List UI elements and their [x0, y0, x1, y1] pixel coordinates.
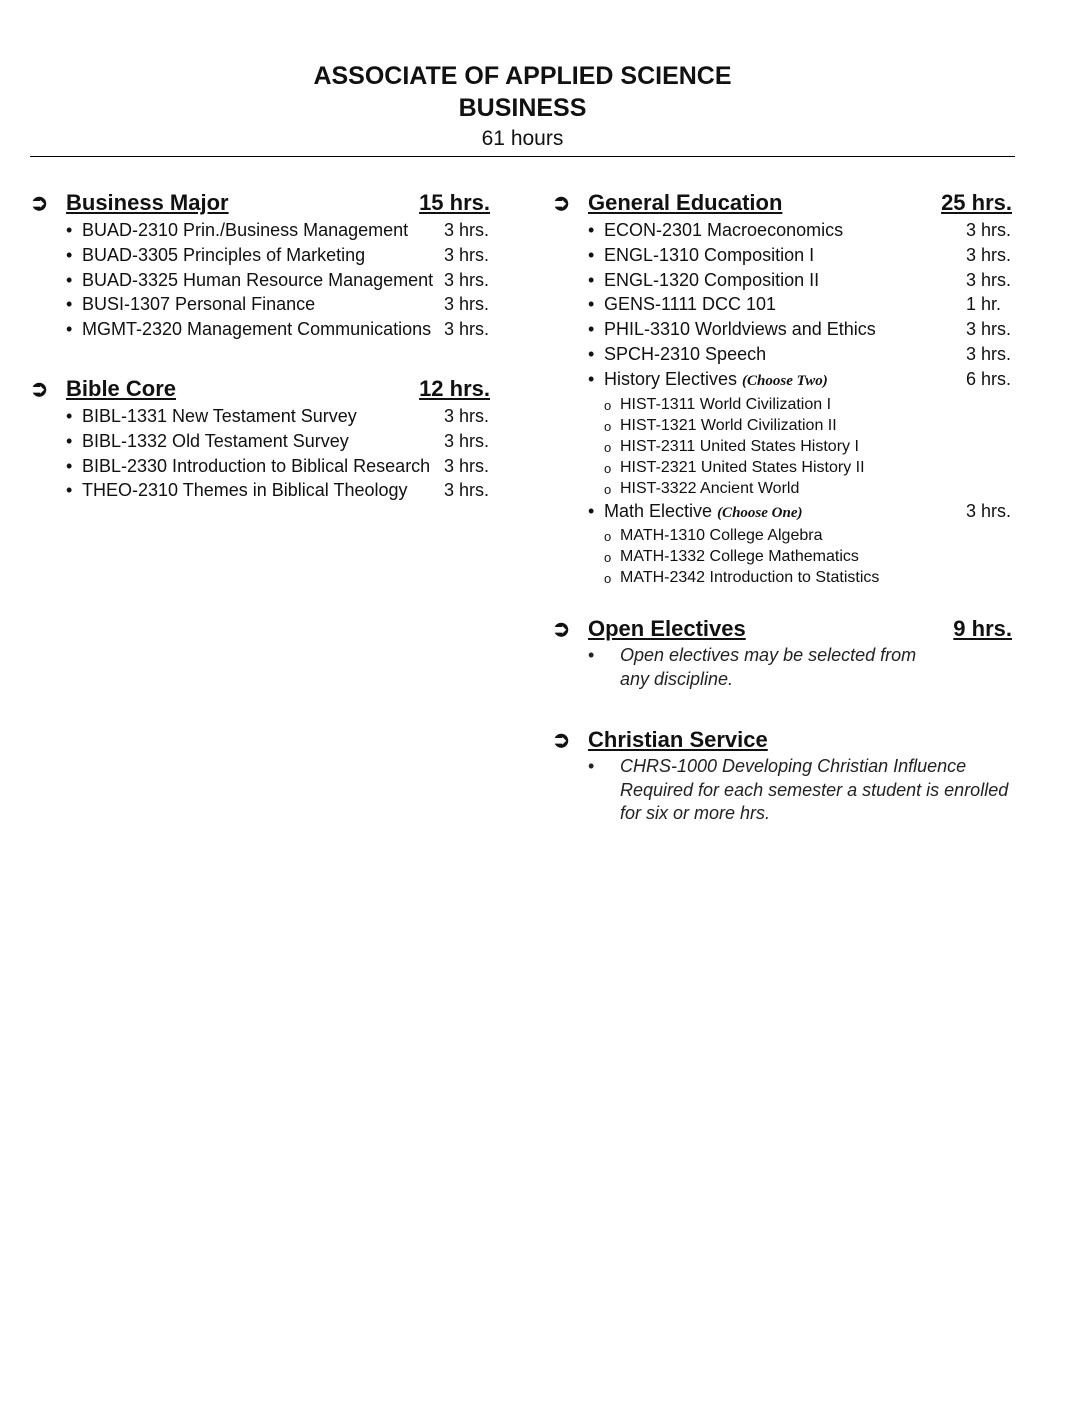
option-name: HIST-1321 World Civilization II — [620, 416, 837, 434]
course-name: BIBL-2330 Introduction to Biblical Research — [82, 455, 431, 476]
course-item — [30, 429, 490, 454]
section-title: General Education — [588, 190, 783, 215]
section-header — [30, 188, 490, 218]
bullet-icon: • — [66, 480, 73, 501]
circle-bullet-icon: o — [604, 460, 612, 476]
arrow-icon: ➲ — [552, 190, 571, 215]
course-hours: 3 hrs. — [966, 319, 1012, 340]
course-name: SPCH-2310 Speech — [604, 343, 767, 364]
bullet-icon: • — [588, 500, 595, 521]
section-hours: 15 hrs. — [419, 190, 490, 215]
elective-name: History Electives — [604, 368, 738, 389]
section-title: Business Major — [66, 190, 229, 215]
bullet-icon: • — [588, 244, 595, 265]
total-hours: 61 hours — [481, 127, 564, 150]
course-name: ECON-2301 Macroeconomics — [604, 220, 844, 240]
choose-note: (Choose Two) — [742, 372, 828, 389]
section-hours: 9 hrs. — [953, 616, 1012, 642]
section-title: Christian Service — [588, 727, 768, 753]
section-title: Bible Core — [66, 375, 177, 401]
bullet-icon: • — [588, 319, 595, 340]
course-hours: 3 hrs. — [966, 244, 1012, 265]
note-line: for six or more hrs. — [620, 803, 771, 824]
section-header — [552, 188, 1012, 218]
circle-bullet-icon: o — [604, 529, 612, 545]
section-note — [552, 644, 1012, 691]
course-hours: 3 hrs. — [966, 220, 1012, 240]
bullet-icon: • — [588, 294, 595, 315]
bullet-icon: • — [66, 294, 73, 315]
course-item — [30, 218, 490, 243]
course-hours: 3 hrs. — [444, 269, 490, 290]
math-options — [552, 525, 1012, 588]
math-elective-item — [552, 499, 1012, 526]
course-list — [30, 404, 490, 503]
course-hours: 3 hrs. — [444, 480, 490, 501]
course-item — [30, 317, 490, 342]
bullet-icon: • — [66, 220, 73, 240]
course-hours: 3 hrs. — [966, 500, 1012, 521]
course-hours: 3 hrs. — [444, 294, 490, 315]
option-item — [552, 546, 1012, 567]
elective-name: Math Elective — [604, 500, 713, 521]
option-name: HIST-1311 World Civilization I — [620, 395, 832, 413]
business-major-section — [30, 188, 490, 342]
circle-bullet-icon: o — [604, 550, 612, 566]
math-list — [552, 499, 1012, 526]
left-column — [30, 188, 490, 503]
circle-bullet-icon: o — [604, 481, 612, 497]
bullet-icon: • — [588, 220, 595, 240]
page-title: ASSOCIATE OF APPLIED SCIENCE — [313, 62, 732, 90]
course-item — [30, 478, 490, 503]
section-hours: 12 hrs. — [419, 375, 490, 401]
course-name: BUAD-2310 Prin./Business Management — [82, 220, 409, 240]
option-item — [552, 394, 1012, 415]
course-name: PHIL-3310 Worldviews and Ethics — [604, 319, 876, 340]
bullet-icon: • — [66, 319, 73, 340]
course-hours: 3 hrs. — [444, 405, 490, 426]
section-title: Open Electives — [588, 616, 746, 642]
course-name: BUAD-3305 Principles of Marketing — [82, 244, 366, 265]
option-name: MATH-1332 College Mathematics — [620, 548, 859, 566]
christian-service-section — [552, 725, 1012, 826]
course-name: BUSI-1307 Personal Finance — [82, 294, 316, 315]
bullet-icon: • — [66, 405, 73, 426]
note-line: CHRS-1000 Developing Christian Influence — [620, 756, 967, 777]
note-line: Required for each semester a student is enrolled — [620, 779, 1009, 800]
course-hours: 3 hrs. — [444, 430, 490, 451]
course-hours: 3 hrs. — [444, 220, 490, 240]
option-item — [552, 567, 1012, 588]
option-item — [552, 436, 1012, 457]
course-name: BIBL-1331 New Testament Survey — [82, 405, 357, 426]
section-header — [552, 614, 1012, 644]
course-hours: 3 hrs. — [444, 319, 490, 340]
option-name: HIST-2311 United States History I — [620, 437, 859, 455]
bullet-icon: • — [588, 368, 595, 389]
course-item — [30, 292, 490, 317]
option-item — [552, 415, 1012, 436]
course-item — [552, 317, 1012, 342]
course-hours: 3 hrs. — [444, 455, 490, 476]
course-hours: 3 hrs. — [966, 269, 1012, 290]
program-name: BUSINESS — [458, 94, 587, 122]
note-line: any discipline. — [620, 668, 734, 689]
course-item — [552, 268, 1012, 293]
course-name: THEO-2310 Themes in Biblical Theology — [82, 480, 408, 501]
circle-bullet-icon: o — [604, 397, 612, 413]
course-hours: 3 hrs. — [966, 343, 1012, 364]
course-name: BIBL-1332 Old Testament Survey — [82, 430, 349, 451]
course-hours: 6 hrs. — [966, 368, 1012, 389]
history-options — [552, 394, 1012, 499]
arrow-icon: ➲ — [30, 190, 49, 215]
course-list — [30, 218, 490, 342]
course-name: MGMT-2320 Management Communications — [82, 319, 432, 340]
course-item — [30, 243, 490, 268]
page-header — [0, 60, 1045, 154]
bullet-icon: • — [588, 343, 595, 364]
course-name: ENGL-1310 Composition I — [604, 244, 815, 265]
course-item — [30, 268, 490, 293]
course-name: BUAD-3325 Human Resource Management — [82, 269, 434, 290]
header-divider — [30, 156, 1015, 157]
option-item — [552, 525, 1012, 546]
bullet-icon: • — [588, 756, 595, 777]
course-item — [552, 218, 1012, 243]
option-name: MATH-1310 College Algebra — [620, 527, 823, 545]
option-name: HIST-3322 Ancient World — [620, 479, 800, 497]
option-name: HIST-2321 United States History II — [620, 458, 865, 476]
note-line: Open electives may be selected from — [620, 645, 917, 666]
section-hours: 25 hrs. — [941, 190, 1012, 215]
course-list — [552, 218, 1012, 394]
course-name: GENS-1111 DCC 101 — [604, 294, 777, 315]
course-item — [552, 292, 1012, 317]
bullet-icon: • — [588, 645, 595, 666]
section-header — [30, 374, 490, 404]
bullet-icon: • — [66, 269, 73, 290]
course-hours: 3 hrs. — [444, 244, 490, 265]
course-item — [30, 454, 490, 479]
circle-bullet-icon: o — [604, 571, 612, 587]
general-education-section — [552, 188, 1012, 588]
history-electives-item — [552, 367, 1012, 394]
course-item — [552, 342, 1012, 367]
course-hours: 1 hr. — [966, 294, 1002, 315]
course-item — [552, 243, 1012, 268]
option-item — [552, 478, 1012, 499]
arrow-icon: ➲ — [30, 375, 49, 401]
circle-bullet-icon: o — [604, 439, 612, 455]
bullet-icon: • — [588, 269, 595, 290]
option-name: MATH-2342 Introduction to Statistics — [620, 569, 880, 587]
choose-note: (Choose One) — [717, 504, 803, 521]
section-note — [552, 755, 1012, 826]
course-item — [30, 404, 490, 429]
bullet-icon: • — [66, 244, 73, 265]
bullet-icon: • — [66, 455, 73, 476]
arrow-icon: ➲ — [552, 616, 571, 642]
bible-core-section — [30, 374, 490, 503]
section-header — [552, 725, 1012, 755]
circle-bullet-icon: o — [604, 418, 612, 434]
arrow-icon: ➲ — [552, 727, 571, 753]
open-electives-section — [552, 614, 1012, 691]
bullet-icon: • — [66, 430, 73, 451]
option-item — [552, 457, 1012, 478]
course-name: ENGL-1320 Composition II — [604, 269, 820, 290]
right-column — [552, 188, 1012, 826]
